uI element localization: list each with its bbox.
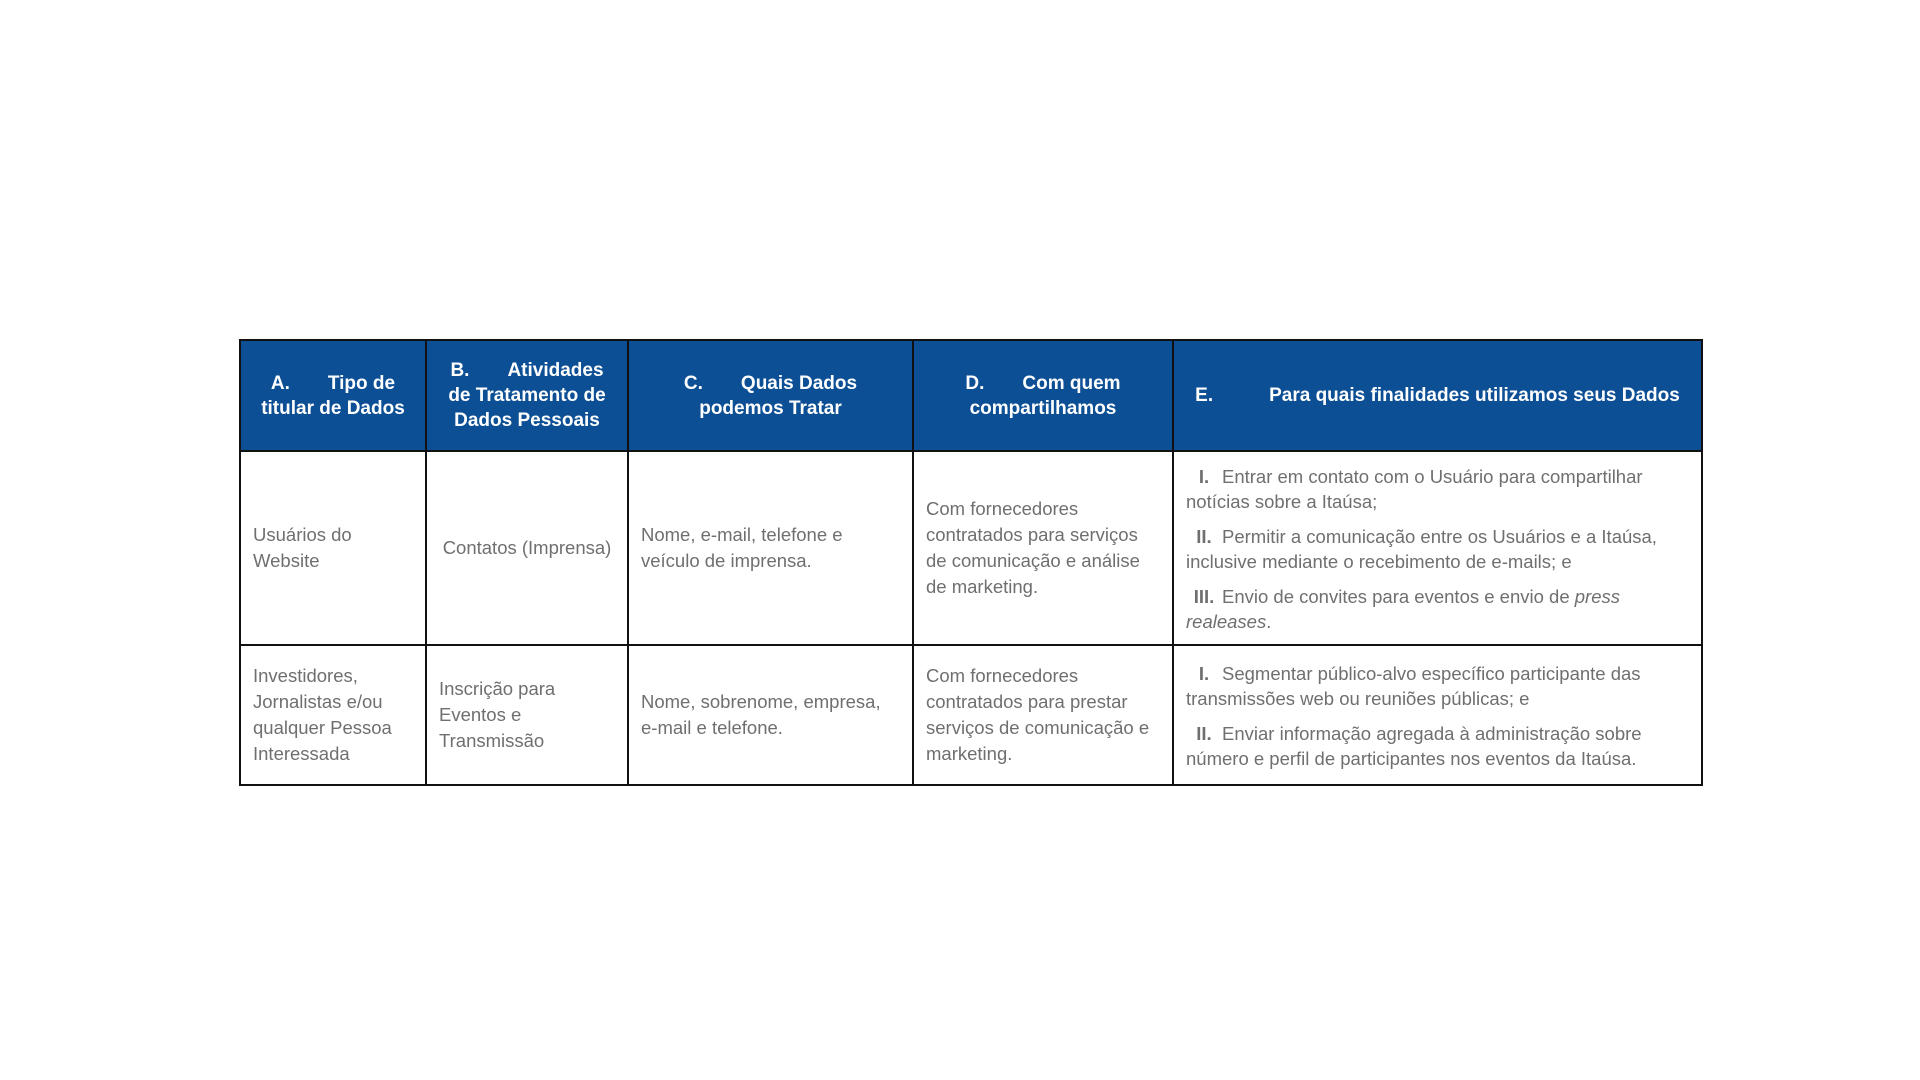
cell-titular: Usuários do Website <box>240 451 426 645</box>
header-col-c <box>628 340 913 451</box>
purpose-numeral: II. <box>1196 723 1212 744</box>
header-col-b <box>426 340 628 451</box>
purpose-numeral: I. <box>1198 663 1210 684</box>
cell-dados: Nome, sobrenome, empresa, e-mail e telefone. <box>628 645 913 785</box>
purpose-numeral: I. <box>1198 466 1210 487</box>
header-letter: D. <box>965 372 985 394</box>
cell-atividade: Contatos (Imprensa) <box>426 451 628 645</box>
purpose-numeral: II. <box>1196 526 1212 547</box>
cell-finalidades <box>1173 645 1702 785</box>
header-col-a <box>240 340 426 451</box>
purpose-text: Permitir a comunicação entre os Usuários e a Itaúsa, inclusive mediante o recebimento de e-mails; e <box>1186 526 1657 572</box>
header-letter: B. <box>450 360 470 381</box>
purpose-item <box>1186 524 1689 574</box>
header-col-e <box>1173 340 1702 451</box>
table-header-row <box>240 340 1702 451</box>
purpose-text: Entrar em contato com o Usuário para compartilhar notícias sobre a Itaúsa; <box>1186 466 1643 512</box>
header-text: Com quem compartilhamos <box>969 372 1121 419</box>
purpose-item <box>1186 584 1689 634</box>
purpose-item <box>1186 464 1689 514</box>
header-text: Tipo de titular de Dados <box>261 372 405 419</box>
header-text: Atividades de Tratamento de Dados Pessoais <box>448 360 606 431</box>
cell-atividade: Inscrição para Eventos e Transmissão <box>426 645 628 785</box>
header-col-d <box>913 340 1173 451</box>
purpose-text: Segmentar público-alvo específico participante das transmissões web ou reuniões públicas; e <box>1186 663 1641 709</box>
purpose-item <box>1186 721 1689 771</box>
personal-data-table <box>239 339 1703 786</box>
header-letter: C. <box>683 372 703 394</box>
header-letter: A. <box>270 372 290 394</box>
purpose-numeral: III. <box>1193 586 1215 607</box>
cell-finalidades <box>1173 451 1702 645</box>
cell-titular: Investidores, Jornalistas e/ou qualquer Pessoa Interessada <box>240 645 426 785</box>
header-text: Para quais finalidades utilizamos seus Dados <box>1269 385 1680 406</box>
cell-dados: Nome, e-mail, telefone e veículo de imprensa. <box>628 451 913 645</box>
header-letter: E. <box>1195 385 1214 406</box>
purpose-text: Enviar informação agregada à administração sobre número e perfil de participantes nos eventos da Itaúsa. <box>1186 723 1642 769</box>
table-row <box>240 451 1702 645</box>
table-row <box>240 645 1702 785</box>
cell-compartilhamento: Com fornecedores contratados para serviços de comunicação e análise de marketing. <box>913 451 1173 645</box>
purpose-item <box>1186 661 1689 711</box>
purpose-suffix: . <box>1266 611 1272 632</box>
purpose-text: Envio de convites para eventos e envio de <box>1222 586 1575 607</box>
header-text: Quais Dados podemos Tratar <box>699 372 858 419</box>
purpose-italic-text: press realeases <box>1186 586 1621 632</box>
cell-compartilhamento: Com fornecedores contratados para prestar serviços de comunicação e marketing. <box>913 645 1173 785</box>
